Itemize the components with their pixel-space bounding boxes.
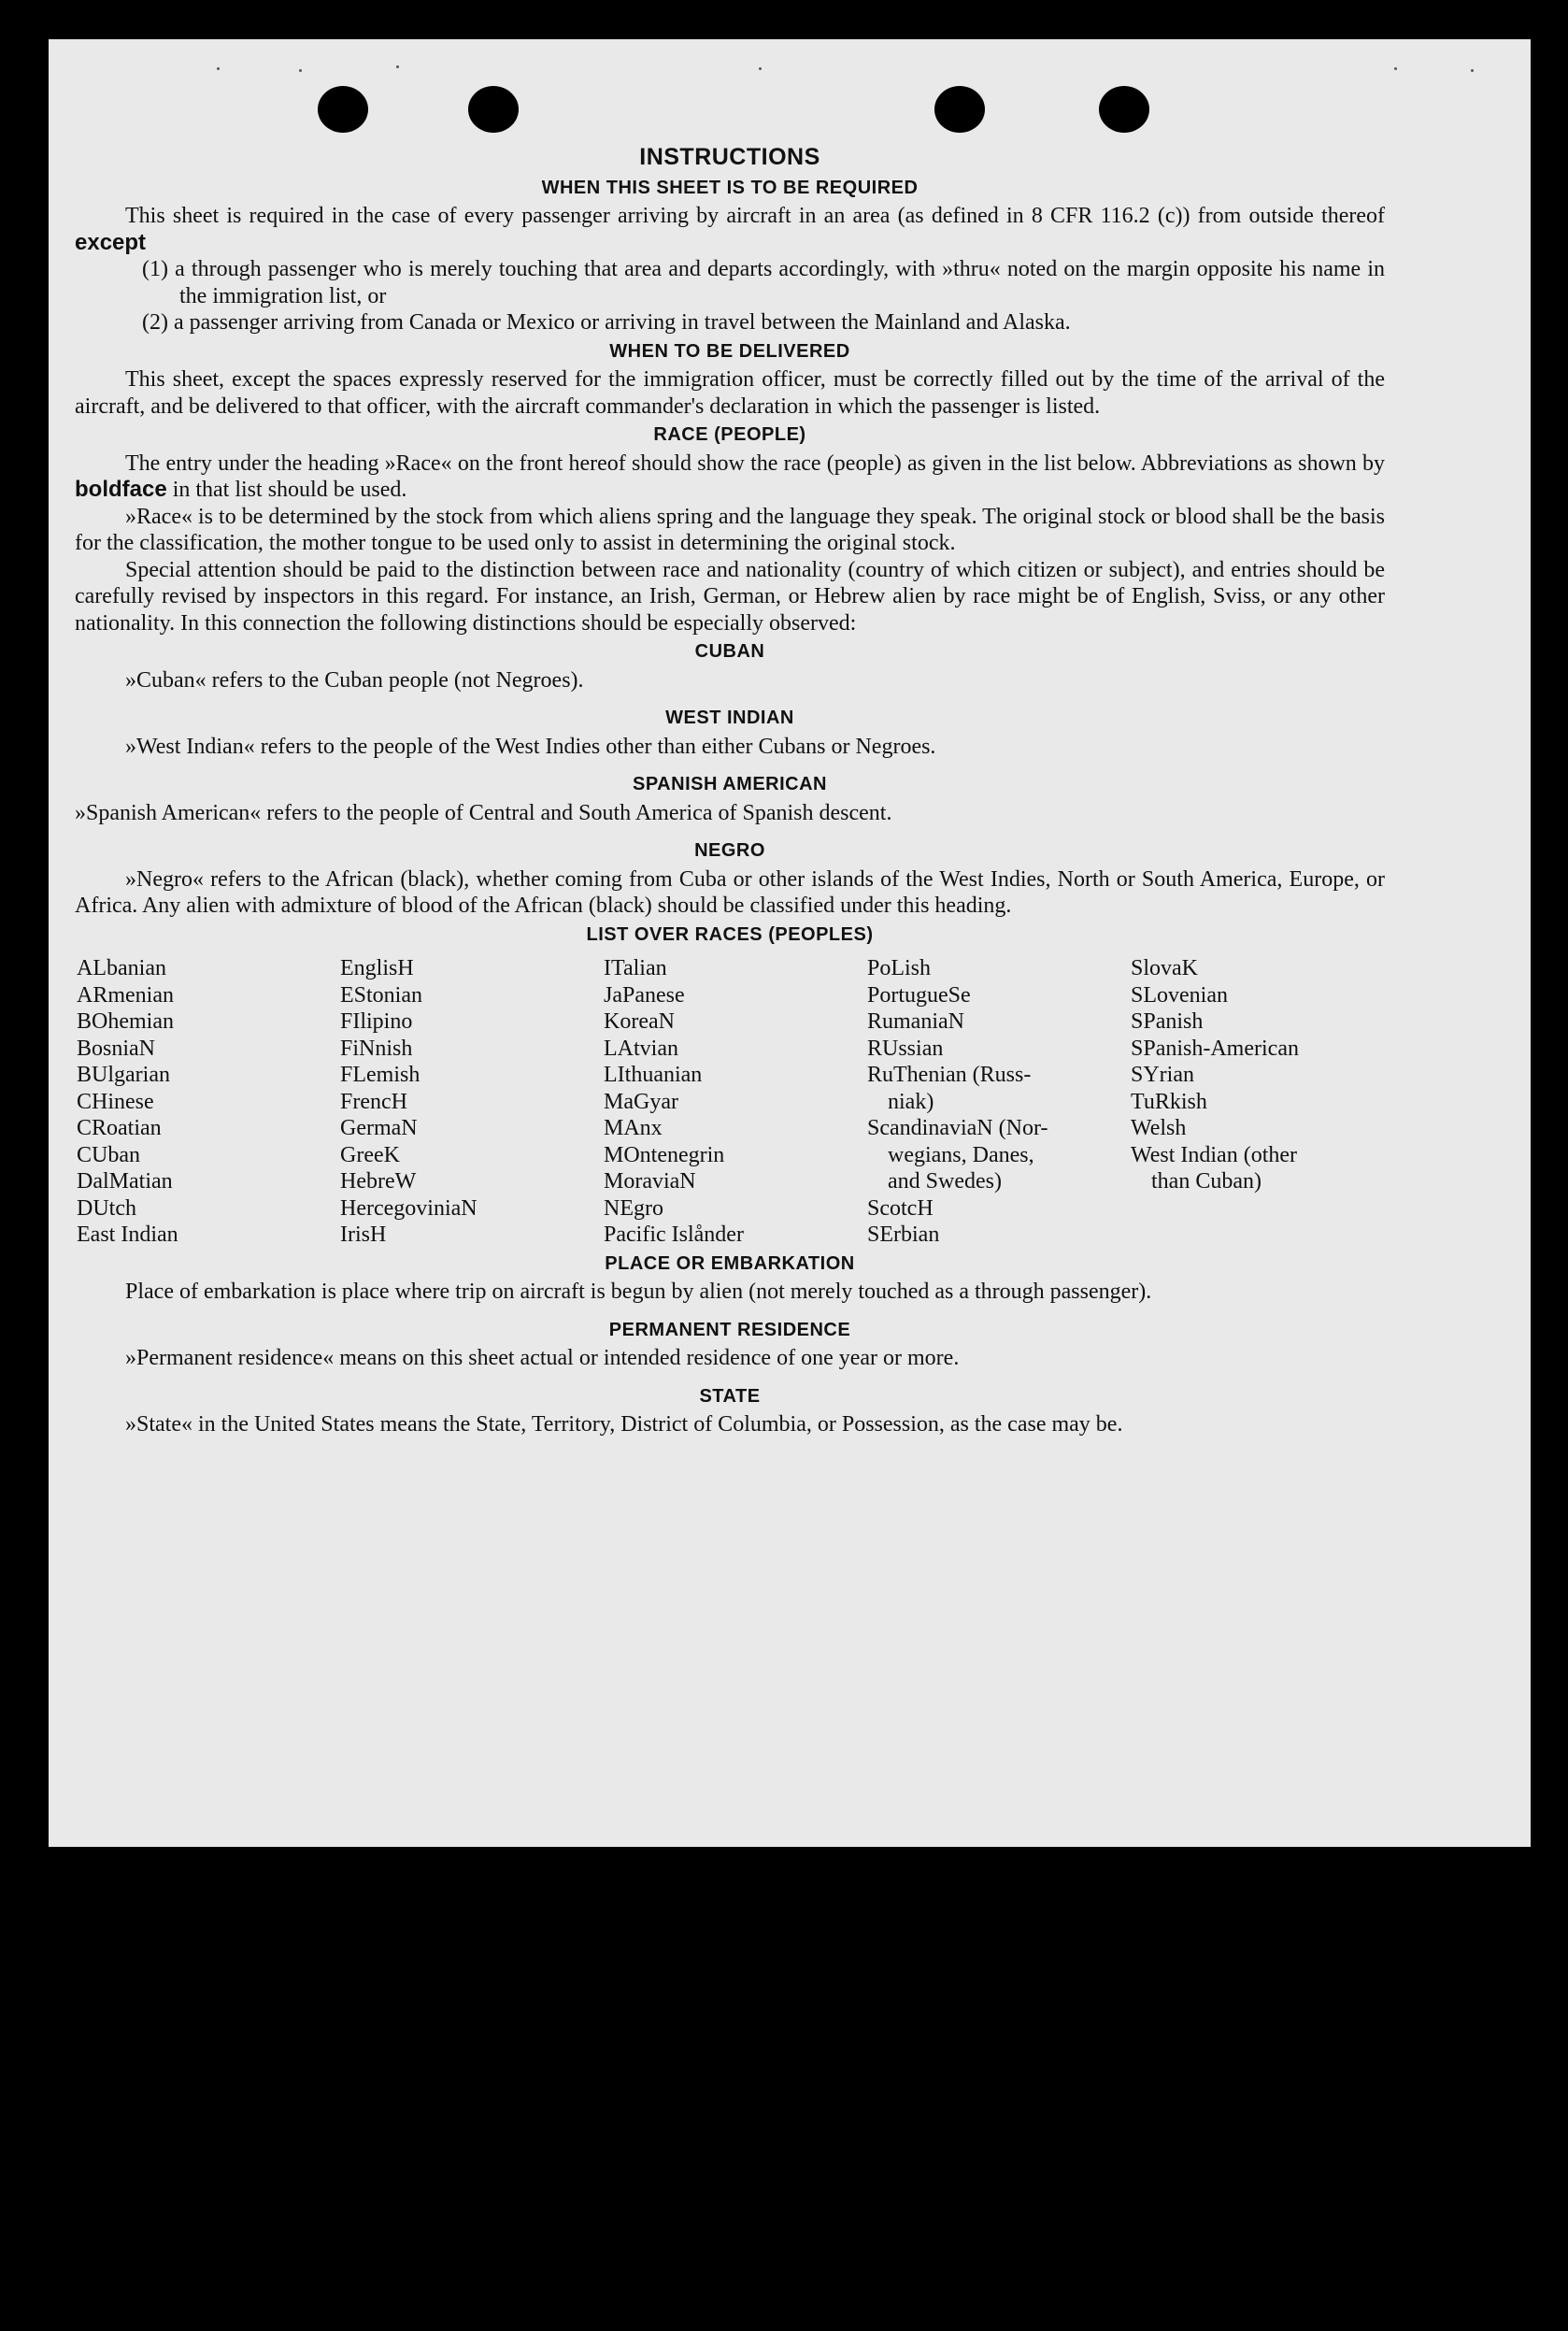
race-entry: KoreaN [604,1009,675,1034]
race-entry: MOntenegrin [604,1142,725,1167]
when-delivered-paragraph: This sheet, except the spaces expressly reserved for the immigration officer, must be correctly filled out by the time of the arrival of the aircraft, and be delivered to that officer, with the aircraft commander's declaration in which the passenger is listed. [75,367,1385,419]
race-entry: TuRkish [1131,1089,1207,1114]
race-entry: ARmenian [77,982,174,1008]
race-entry: DalMatian [77,1169,173,1194]
race-entry: GreeK [340,1142,400,1167]
when-required-except: except [75,229,147,255]
race-entry: FiNnish [340,1036,413,1061]
race-entry: BOhemian [77,1009,174,1034]
race-entry: CUban [77,1142,140,1167]
race-paragraph-1 [75,450,1385,504]
race-p1-start: The entry under the heading »Race« on the front hereof should show the race (people) as given in the list below. Abbreviations as shown by [125,450,1385,476]
race-entry: SPanish-American [1131,1036,1299,1061]
section-heading-when-required: WHEN THIS SHEET IS TO BE REQUIRED [541,177,919,198]
race-list-column-1 [77,955,340,1249]
punch-hole [468,86,519,133]
race-entry: EStonian [340,982,422,1008]
section-heading-west-indian: WEST INDIAN [665,708,794,728]
race-entry: SPanish [1131,1009,1204,1034]
race-entry: NEgro [604,1195,663,1221]
section-heading-embarkation: PLACE OR EMBARKATION [605,1252,855,1274]
race-entry: BosniaN [77,1036,155,1061]
race-entry-continuation: niak) [888,1089,934,1114]
speck [1471,69,1474,72]
race-entry: FrencH [340,1089,407,1114]
race-entry: LIthuanian [604,1063,703,1087]
punch-hole [934,86,985,133]
race-entry: CRoatian [77,1116,162,1140]
race-p1-boldface: boldface [75,477,167,502]
section-heading-race: RACE (PEOPLE) [653,424,806,445]
race-entry: FIlipino [340,1009,413,1034]
race-entry: MAnx [604,1116,663,1140]
race-entry: MoraviaN [604,1169,696,1194]
race-entry: East Indian [77,1223,178,1247]
race-paragraph-2: »Race« is to be determined by the stock from which aliens spring and the language they speak. The original stock or blood shall be the basis for the classification, the mother tongue to be used only to assist in determining the original stock. [75,504,1385,555]
race-entry-continuation: than Cuban) [1151,1169,1262,1194]
section-heading-negro: NEGRO [694,840,765,861]
speck [299,69,302,72]
race-entry: DUtch [77,1195,136,1221]
race-entry: RuThenian (Russ- [867,1063,1032,1087]
punch-hole [1099,86,1149,133]
race-entry: Pacific Islånder [604,1223,744,1247]
race-entry-continuation: wegians, Danes, [888,1142,1034,1167]
permanent-residence-paragraph: »Permanent residence« means on this sheet actual or intended residence of one year or more. [125,1346,960,1370]
spanish-american-paragraph: »Spanish American« refers to the people of Central and South America of Spanish descent. [75,800,892,825]
race-entry: HercegovіniaN [340,1195,478,1221]
instructions-body [75,144,1385,1438]
race-entry: Welsh [1131,1116,1187,1140]
when-required-text: This sheet is required in the case of every passenger arriving by aircraft in an area (as defined in 8 CFR 116.2 (c)) from outside thereof [125,204,1385,228]
race-entry: LAtvian [604,1036,678,1061]
race-entry: JaPanese [604,982,685,1008]
race-p1-end: in that list should be used. [172,478,407,502]
state-paragraph: »State« in the United States means the State, Territory, District of Columbia, or Possession, as the case may be. [125,1412,1123,1437]
speck [1394,67,1397,70]
exception-item-2: (2) a passenger arriving from Canada or Mexico or arriving in travel between the Mainland and Alaska. [142,310,1071,335]
race-entry: West Indian (other [1131,1142,1298,1167]
race-list-column-5 [1131,955,1387,1249]
cuban-paragraph: »Cuban« refers to the Cuban people (not Negroes). [125,667,584,693]
race-entry: MaGyar [604,1089,678,1114]
race-entry: SLovenian [1131,982,1228,1008]
race-entry: RumaniaN [867,1009,964,1034]
speck [759,67,762,70]
when-required-paragraph [75,203,1385,256]
race-entry: HebreW [340,1169,417,1194]
race-list-column-4 [867,955,1131,1249]
race-entry: CHinese [77,1089,154,1114]
section-heading-race-list: LIST OVER RACES (PEOPLES) [586,923,874,945]
negro-paragraph: »Negro« refers to the African (black), whether coming from Cuba or other islands of the West Indies, North or South America, Europe, or Africa. Any alien with admixture of blood of the African (black) should be classified under this heading. [75,866,1385,918]
section-heading-cuban: CUBAN [694,641,765,662]
race-entry-continuation: and Swedes) [888,1169,1002,1194]
race-entry: SYrian [1131,1063,1194,1087]
race-entry: GermaN [340,1116,418,1140]
speck [396,65,399,68]
race-entry: SlovaK [1131,956,1198,980]
race-list-column-2 [340,955,604,1249]
race-paragraph-3: Special attention should be paid to the distinction between race and nationality (country of which citizen or subject), and entries should be carefully revised by inspectors in this regard. For instance, an Irish, German, or Hebrew alien by race might be of English, Sviss, or any other nationality. In this connection the following distinctions should be especially observed: [75,557,1385,636]
section-heading-spanish-american: SPANISH AMERICAN [632,774,827,794]
section-heading-when-delivered: WHEN TO BE DELIVERED [609,340,850,362]
race-entry: IrisH [340,1223,387,1247]
punch-hole [318,86,368,133]
page-title: INSTRUCTIONS [639,144,820,170]
race-entry: PortugueSe [867,982,971,1008]
section-heading-permanent-residence: PERMANENT RESIDENCE [608,1319,851,1340]
exception-item-1: (1) a through passenger who is merely touching that area and departs accordingly, with »thru« noted on the margin opposite his name in the immigration list, or [142,257,1385,308]
race-entry: BUlgarian [77,1063,170,1087]
race-entry: RUssian [867,1036,944,1061]
race-entry: ScandinaviaN (Nor- [867,1116,1048,1140]
section-heading-state: STATE [699,1385,761,1407]
document-sheet [49,39,1531,1847]
race-list [77,955,1385,1249]
race-entry: PoLish [867,956,932,980]
speck [217,67,220,70]
race-entry: ALbanian [77,956,166,980]
race-entry: FLemish [340,1063,421,1087]
west-indian-paragraph: »West Indian« refers to the people of the West Indies other than either Cubans or Negroes. [125,734,936,759]
race-entry: ITalian [604,956,667,980]
race-entry: ScotcH [867,1195,934,1221]
race-entry: SErbian [867,1223,940,1247]
race-entry: EnglisH [340,956,414,980]
embarkation-paragraph: Place of embarkation is place where trip on aircraft is begun by alien (not merely touched as a through passenger). [125,1280,1152,1304]
race-list-column-3 [604,955,867,1249]
